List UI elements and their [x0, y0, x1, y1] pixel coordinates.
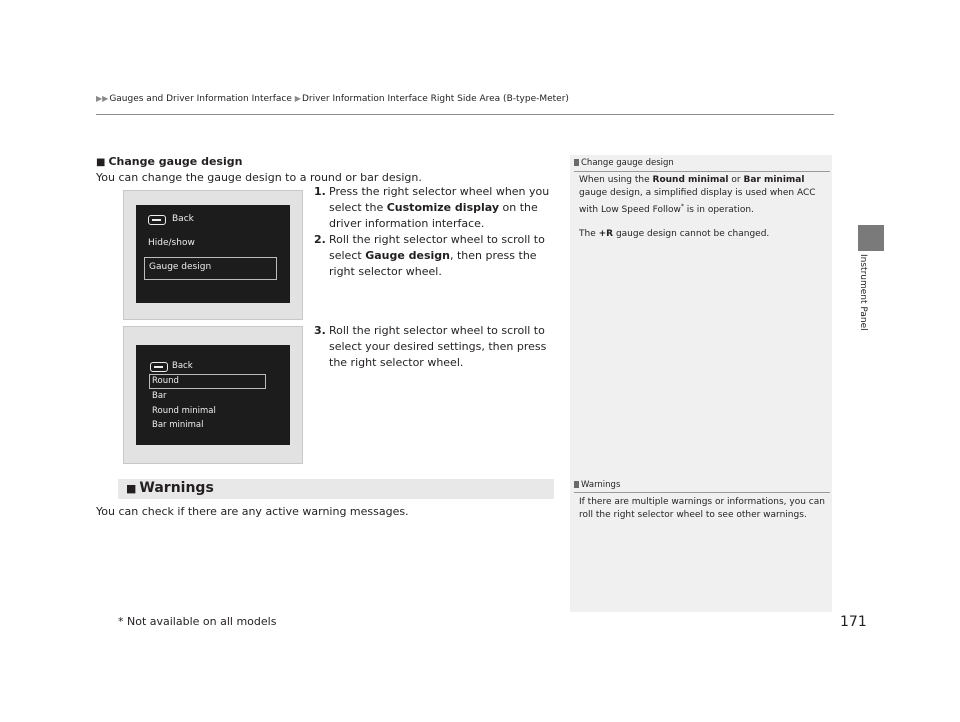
page-number: 171	[840, 614, 867, 630]
menu-item: Hide/show	[148, 238, 195, 248]
menu-item: Round	[152, 376, 179, 386]
breadcrumb-part-2: Driver Information Interface Right Side Area (B-type-Meter)	[301, 94, 569, 104]
section-heading-warnings: ■ Warnings	[126, 480, 214, 496]
step-1: 1. Press the right selector wheel when you select the Customize display on the driver information interface.	[314, 185, 550, 230]
display-screen	[136, 345, 290, 445]
menu-item: Bar minimal	[152, 420, 204, 430]
note-divider	[574, 492, 830, 493]
section-square-icon: ■	[126, 482, 137, 495]
note-title: Warnings	[574, 480, 620, 490]
section-square-icon: ■	[96, 157, 106, 168]
chapter-tab	[858, 225, 884, 251]
screenshot-menu-1	[123, 190, 303, 320]
step-2: 2. Roll the right selector wheel to scroll to select Gauge design, then press the right selector wheel.	[314, 233, 545, 278]
chapter-label: Instrument Panel	[858, 254, 868, 331]
screenshot-menu-2	[123, 326, 303, 464]
menu-back-label: Back	[172, 214, 194, 224]
breadcrumb-arrow-icon: ▶▶	[96, 94, 109, 103]
note-text: The +R gauge design cannot be changed.	[579, 229, 770, 239]
menu-item: Round minimal	[152, 406, 216, 416]
display-screen	[136, 205, 290, 303]
menu-item: Bar	[152, 391, 167, 401]
warnings-text: You can check if there are any active warning messages.	[96, 505, 409, 518]
back-icon	[150, 362, 168, 372]
breadcrumb	[96, 94, 569, 104]
back-icon	[148, 215, 166, 225]
menu-item: Gauge design	[149, 262, 212, 272]
header-divider	[96, 114, 834, 115]
note-marker-icon	[574, 159, 579, 166]
note-title: Change gauge design	[574, 158, 674, 168]
footnote: * Not available on all models	[118, 615, 277, 628]
breadcrumb-arrow-icon: ▶	[294, 94, 301, 103]
section-heading-change-gauge: ■ Change gauge design	[96, 155, 243, 168]
menu-back-label: Back	[172, 361, 193, 371]
note-divider	[574, 171, 830, 172]
note-text: If there are multiple warnings or informations, you can roll the right selector wheel to see other warnings.	[579, 497, 825, 520]
intro-text: You can change the gauge design to a round or bar design.	[96, 171, 422, 184]
note-marker-icon	[574, 481, 579, 488]
note-text: When using the Round minimal or Bar minimal gauge design, a simplified display is used when ACC with Low Speed Follow* is in operation.	[579, 175, 816, 215]
step-3: 3. Roll the right selector wheel to scroll to select your desired settings, then press the right selector wheel.	[314, 324, 547, 369]
breadcrumb-part-1: Gauges and Driver Information Interface	[109, 94, 292, 104]
